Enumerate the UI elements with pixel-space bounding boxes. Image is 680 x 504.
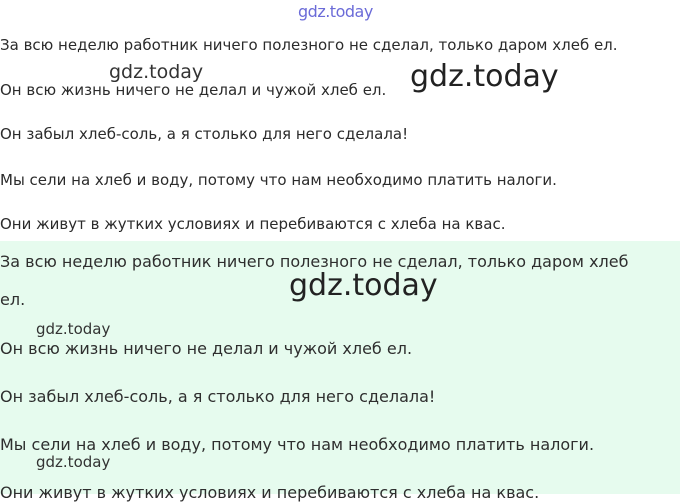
answer-line-4: Мы сели на хлеб и воду, потому что нам необходимо платить налоги. <box>0 435 595 454</box>
sentence-4: Мы сели на хлеб и воду, потому что нам необходимо платить налоги. <box>0 171 557 189</box>
answer-line-2: Он всю жизнь ничего не делал и чужой хлеб ел. <box>0 339 413 358</box>
answer-line-3: Он забыл хлеб-соль, а я столько для него сделала! <box>0 387 436 406</box>
answer-line-1b: ел. <box>0 290 26 309</box>
watermark-mid-large: gdz.today <box>410 59 559 94</box>
watermark-block-small-2: gdz.today <box>36 453 111 471</box>
sentence-1: За всю неделю работник ничего полезного не сделал, только даром хлеб ел. <box>0 36 618 54</box>
answer-line-1a: За всю неделю работник ничего полезного не сделал, только даром хлеб <box>0 252 629 271</box>
sentence-3: Он забыл хлеб-соль, а я столько для него сделала! <box>0 125 409 143</box>
answer-line-5: Они живут в жутких условиях и перебиваются с хлеба на квас. <box>0 483 540 502</box>
watermark-mid-small: gdz.today <box>109 61 204 83</box>
watermark-block-large: gdz.today <box>289 268 438 303</box>
watermark-top: gdz.today <box>298 2 373 21</box>
watermark-block-small-1: gdz.today <box>36 320 111 338</box>
sentence-2: Он всю жизнь ничего не делал и чужой хлеб ел. <box>0 81 387 99</box>
sentence-5: Они живут в жутких условиях и перебиваются с хлеба на квас. <box>0 215 506 233</box>
